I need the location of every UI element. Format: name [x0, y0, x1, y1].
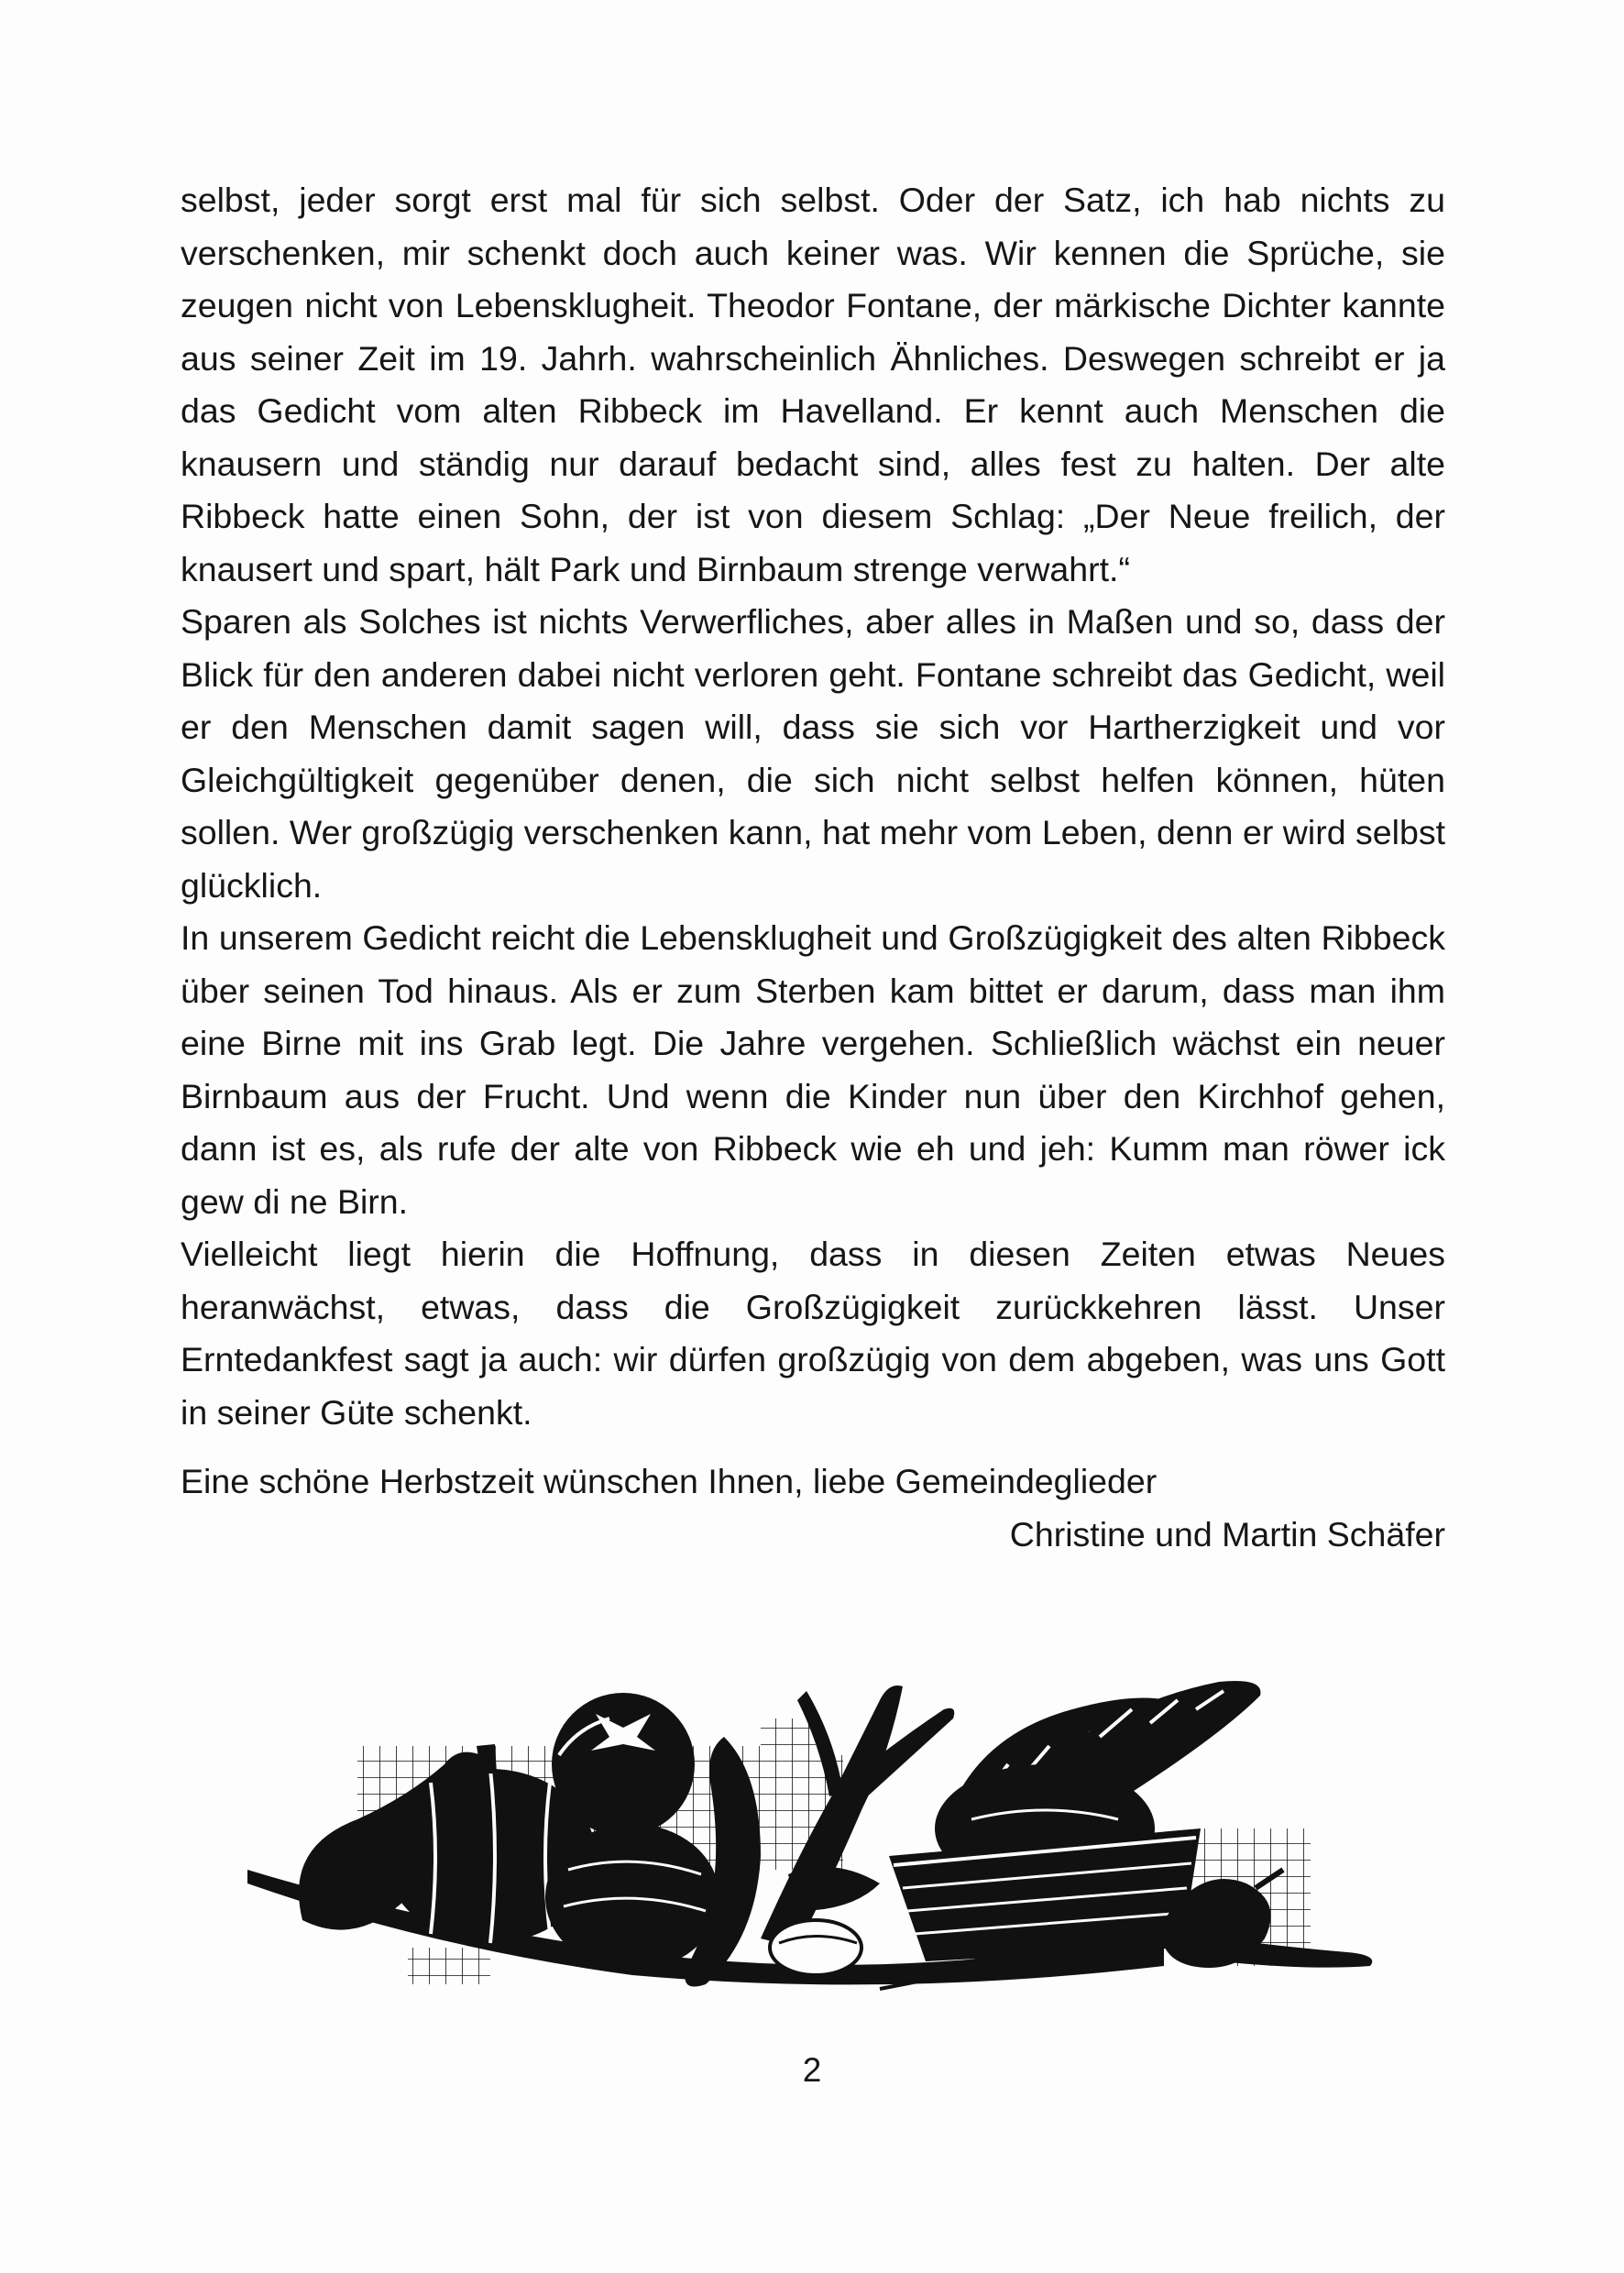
article-text	[181, 174, 1445, 1561]
paragraph-4: Vielleicht liegt hierin die Hoffnung, dass in diesen Zeiten etwas Neues heranwächst, etwas, dass die Großzügigkeit zurückkehren lässt. Unser Erntedankfest sagt ja auch: wir dürfen großzügig von dem abgeben, was uns Gott in seiner Güte schenkt.	[181, 1235, 1445, 1432]
harvest-vegetables-bread-basket-icon	[247, 1645, 1393, 2026]
signature: Christine und Martin Schäfer	[1009, 1514, 1445, 1554]
paragraph-3: In unserem Gedicht reicht die Lebensklugheit und Großzügigkeit des alten Ribbeck über seinen Tod hinaus. Als er zum Sterben kam bittet er darum, dass man ihm eine Birne mit ins Grab legt. Die Jahre vergehen. Schließlich wächst ein neuer Birnbaum aus der Frucht. Und wenn die Kinder nun über den Kirchhof gehen, dann ist es, als rufe der alte von Ribbeck wie eh und jeh: Kumm man röwer ick gew di ne Birn.	[181, 918, 1445, 1221]
page-number: 2	[802, 2051, 822, 2089]
paragraph-1: selbst, jeder sorgt erst mal für sich selbst. Oder der Satz, ich hab nichts zu verschenken, mir schenkt doch auch keiner was. Wir kennen die Sprüche, sie zeugen nicht von Lebensklugheit. Theodor Fontane, der märkische Dichter kannte aus seiner Zeit im 19. Jahrh. wahrscheinlich Ähnliches. Deswegen schreibt er ja das Gedicht vom alten Ribbeck im Havelland. Er kennt auch Menschen die knausern und ständig nur darauf bedacht sind, alles fest zu halten. Der alte Ribbeck hatte einen Sohn, der ist von diesem Schlag: „Der Neue freilich, der knausert und spart, hält Park und Birnbaum strenge verwahrt.“	[181, 181, 1445, 588]
closing-greeting: Eine schöne Herbstzeit wünschen Ihnen, liebe Gemeindeglieder	[181, 1462, 1158, 1500]
paragraph-2: Sparen als Solches ist nichts Verwerfliches, aber alles in Maßen und so, dass der Blick für den anderen dabei nicht verloren geht. Fontane schreibt das Gedicht, weil er den Menschen damit sagen will, dass sie sich vor Hartherzigkeit und vor Gleichgültigkeit gegenüber denen, die sich nicht selbst helfen können, hüten sollen. Wer großzügig verschenken kann, hat mehr vom Leben, denn er wird selbst glücklich.	[181, 602, 1445, 905]
